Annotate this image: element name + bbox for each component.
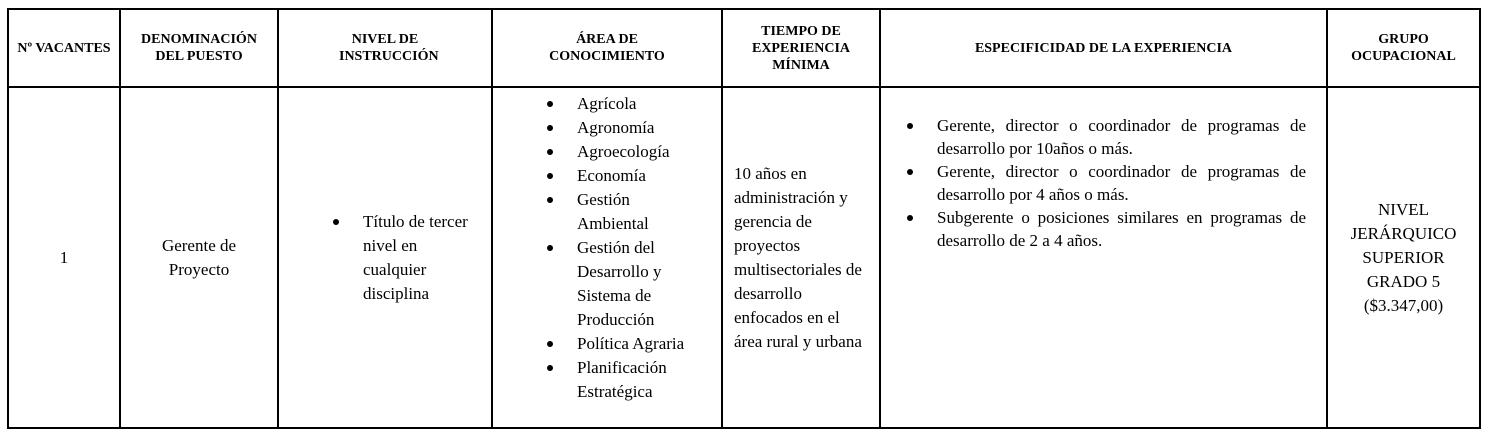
header-area: ÁREA DE CONOCIMIENTO <box>492 9 722 87</box>
especificidad-list <box>881 88 1326 252</box>
cell-vacantes: 1 <box>8 87 120 428</box>
header-tiempo: TIEMPO DE EXPERIENCIA MÍNIMA <box>722 9 880 87</box>
list-item: Gerente, director o coordinador de programas de desarrollo por 4 años o más. <box>937 162 1306 204</box>
list-item: Gerente, director o coordinador de programas de desarrollo por 10años o más. <box>937 116 1306 158</box>
list-item: Subgerente o posiciones similares en programas de desarrollo de 2 a 4 años. <box>937 208 1306 250</box>
list-item: Agronomía <box>577 116 711 140</box>
list-item: Planificación Estratégica <box>577 356 711 404</box>
header-nivel: NIVEL DE INSTRUCCIÓN <box>278 9 492 87</box>
list-item: Gestión Ambiental <box>577 188 667 236</box>
header-denominacion: DENOMINACIÓN DEL PUESTO <box>120 9 278 87</box>
list-item: Economía <box>577 164 711 188</box>
list-item: Política Agraria <box>577 332 711 356</box>
area-list <box>493 88 721 404</box>
cell-denominacion: Gerente de Proyecto <box>120 87 278 428</box>
header-grupo: GRUPO OCUPACIONAL <box>1327 9 1480 87</box>
cell-area <box>492 87 722 428</box>
vacancy-table <box>7 8 1481 429</box>
table-row <box>8 87 1480 428</box>
cell-grupo: NIVEL JERÁRQUICO SUPERIOR GRADO 5 ($3.347,00) <box>1327 87 1480 428</box>
list-item: Título de tercer nivel en cualquier disciplina <box>363 210 483 306</box>
list-item: Agroecología <box>577 140 711 164</box>
list-item: Agrícola <box>577 92 711 116</box>
cell-tiempo: 10 años en administración y gerencia de proyectos multisectoriales de desarrollo enfocados en el área rural y urbana <box>722 87 880 428</box>
header-row <box>8 9 1480 87</box>
header-especificidad: ESPECIFICIDAD DE LA EXPERIENCIA <box>880 9 1327 87</box>
cell-nivel <box>278 87 492 428</box>
nivel-list <box>279 210 491 306</box>
list-item: Gestión del Desarrollo y Sistema de Producción <box>577 236 687 332</box>
header-vacantes: Nº VACANTES <box>8 9 120 87</box>
cell-especificidad <box>880 87 1327 428</box>
